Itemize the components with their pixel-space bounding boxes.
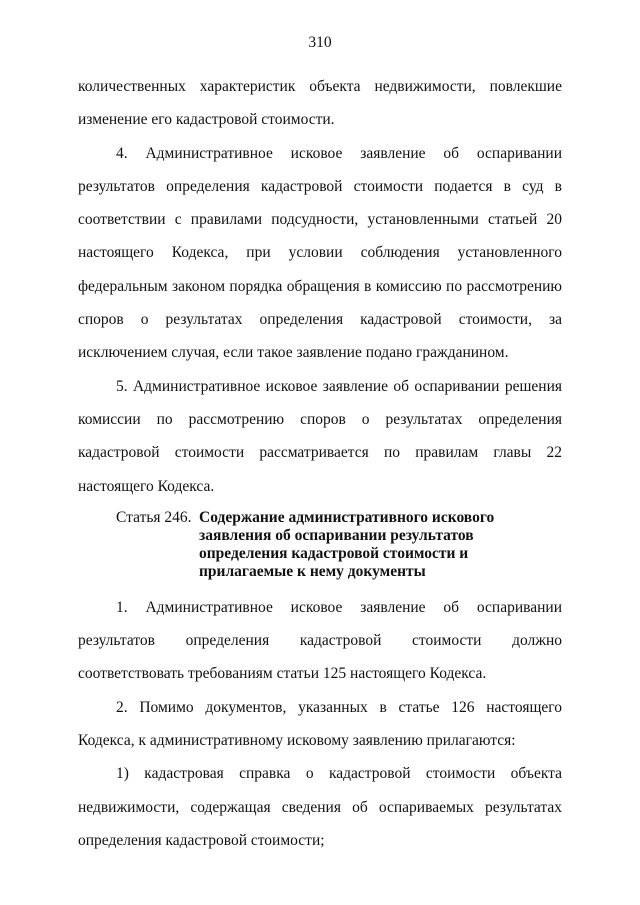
- paragraph-continuation: количественных характеристик объекта недвижимости, повлекшие изменение его кадастровой стоимости.: [78, 78, 562, 129]
- paragraph-subitem-1: 1) кадастровая справка о кадастровой стоимости объекта недвижимости, содержащая сведения об оспариваемых результатах определения кадастровой стоимости;: [78, 765, 562, 849]
- paragraph-article-item-2: 2. Помимо документов, указанных в статье 126 настоящего Кодекса, к административному исковому заявлению прилагаются:: [78, 698, 562, 750]
- paragraph-item-5: 5. Административное исковое заявление об оспаривании решения комиссии по рассмотрению споров о результатах определения кадастровой стоимости рассматривается по правилам главы 22 настоящего Кодекса.: [78, 377, 562, 495]
- paragraph-article-item-1: 1. Административное исковое заявление об оспаривании результатов определения кадастровой стоимости должно соответствовать требованиям статьи 125 настоящего Кодекса.: [78, 598, 562, 683]
- paragraph-item-4: 4. Административное исковое заявление об оспаривании результатов определения кадастровой стоимости подается в суд в соответствии с правилами подсудности, установленными статьей 20 настоящего Кодекса, при условии соблюдения установленного федеральным законом порядка обращения в комиссию по рассмотрению споров о результатах определения кадастровой стоимости, за исключением случая, если такое заявление подано гражданином.: [78, 144, 562, 362]
- article-title: Содержание административного искового заявления об оспаривании результатов определения кадастровой стоимости и прилагаемые к нему документы: [199, 508, 495, 580]
- article-heading: [78, 503, 562, 591]
- page-body: [78, 70, 562, 857]
- article-label: Статья 246.: [116, 508, 192, 526]
- page-number: 310: [308, 34, 332, 51]
